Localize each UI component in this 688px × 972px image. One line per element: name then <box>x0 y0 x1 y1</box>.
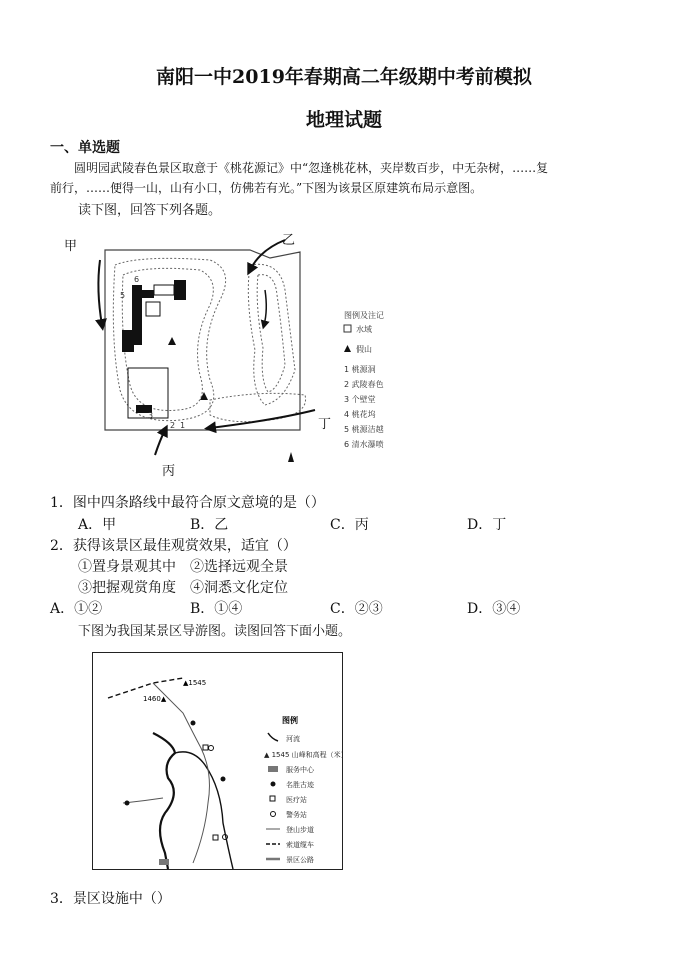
legend-item: 6 清水瀑喷 <box>344 440 384 449</box>
legend-item: 3 个壁堂 <box>344 395 376 404</box>
q2-statement-3: ③把握观赏角度 <box>78 580 176 596</box>
scenic-layout-map <box>60 230 420 480</box>
intro-line-3: 读下图，回答下列各题。 <box>78 203 222 218</box>
guide-map-main <box>92 652 264 870</box>
legend-item: 服务中心 <box>286 766 314 774</box>
legend-item: 医疗站 <box>286 796 307 804</box>
clinic-icon <box>270 796 275 801</box>
legend-item: 河流 <box>286 735 300 743</box>
legend-item: 1 桃源洞 <box>344 365 376 374</box>
intro-line-1: 圆明园武陵春色景区取意于《桃花源记》中“忽逢桃花林，夹岸数百步，中无杂树，……复 <box>50 161 549 175</box>
page-title: 南阳一中2019年春期高二年级期中考前模拟 <box>156 66 532 88</box>
q2-statement-4: ④洞悉文化定位 <box>190 580 288 596</box>
q2-option-b[interactable]: B．①④ <box>190 601 243 617</box>
service-center-icon <box>268 766 278 772</box>
site-number-1: 1 <box>180 421 186 430</box>
map1-legend-title: 图例及注记 <box>344 311 384 320</box>
legend-item: 索道缆车 <box>286 841 314 849</box>
legend-item: 景区公路 <box>286 856 314 864</box>
q2-option-d[interactable]: D．③④ <box>467 601 521 617</box>
legend-item: 登山步道 <box>286 826 314 834</box>
legend-item: 警务站 <box>286 811 307 819</box>
q1-option-a[interactable]: A．甲 <box>78 517 117 533</box>
legend-item: 4 桃花坞 <box>344 410 376 419</box>
river-icon <box>268 733 278 741</box>
legend-item: 假山 <box>356 345 372 354</box>
police-icon <box>271 812 276 817</box>
site-number-5: 5 <box>120 291 126 300</box>
legend-item: 5 桃源洁越 <box>344 425 384 434</box>
map2-legend-title: 图例 <box>282 716 298 725</box>
peak-1545-label: ▲1545 <box>183 679 207 687</box>
rockery-icon <box>344 345 351 352</box>
q1-option-d[interactable]: D．丁 <box>467 517 507 533</box>
question-3-stem: 3．景区设施中（） <box>50 891 171 907</box>
water-swatch-icon <box>344 325 351 332</box>
page-subtitle: 地理试题 <box>305 109 382 131</box>
site-number-2: 2 <box>170 421 176 430</box>
legend-item: 名胜古迹 <box>286 781 314 789</box>
route-label-jia: 甲 <box>64 239 78 254</box>
q2-option-c[interactable]: C．②③ <box>330 601 383 617</box>
section-heading: 一、单选题 <box>50 140 120 156</box>
guide-map-legend <box>262 652 343 870</box>
q2-statement-2: ②选择远观全景 <box>190 559 288 575</box>
q1-option-c[interactable]: C．丙 <box>330 517 369 533</box>
scenic-spot-icon <box>271 782 276 787</box>
route-label-bing: 丙 <box>162 464 176 479</box>
route-label-yi: 乙 <box>282 233 296 248</box>
intro-2: 下图为我国某景区导游图。读图回答下面小题。 <box>78 624 352 639</box>
site-number-3: 3 <box>148 411 154 420</box>
north-arrow-icon <box>288 452 294 462</box>
intro-line-2: 前行，……便得一山，山有小口，仿佛若有光。”下图为该景区原建筑布局示意图。 <box>50 181 483 195</box>
legend-item: ▲ 1545 山峰和高程（米） <box>264 751 342 759</box>
question-2-stem: 2．获得该景区最佳观赏效果，适宜（） <box>50 538 297 554</box>
peak-1460-label: 1460▲ <box>143 695 167 703</box>
route-label-ding: 丁 <box>318 417 332 432</box>
site-number-6: 6 <box>134 275 140 284</box>
q2-option-a[interactable]: A．①② <box>50 601 103 617</box>
q1-option-b[interactable]: B．乙 <box>190 517 229 533</box>
question-1-stem: 1．图中四条路线中最符合原文意境的是（） <box>50 495 325 511</box>
q2-statement-1: ①置身景观其中 <box>78 559 176 575</box>
legend-item: 水域 <box>356 325 372 334</box>
legend-item: 2 武陵春色 <box>344 380 384 389</box>
